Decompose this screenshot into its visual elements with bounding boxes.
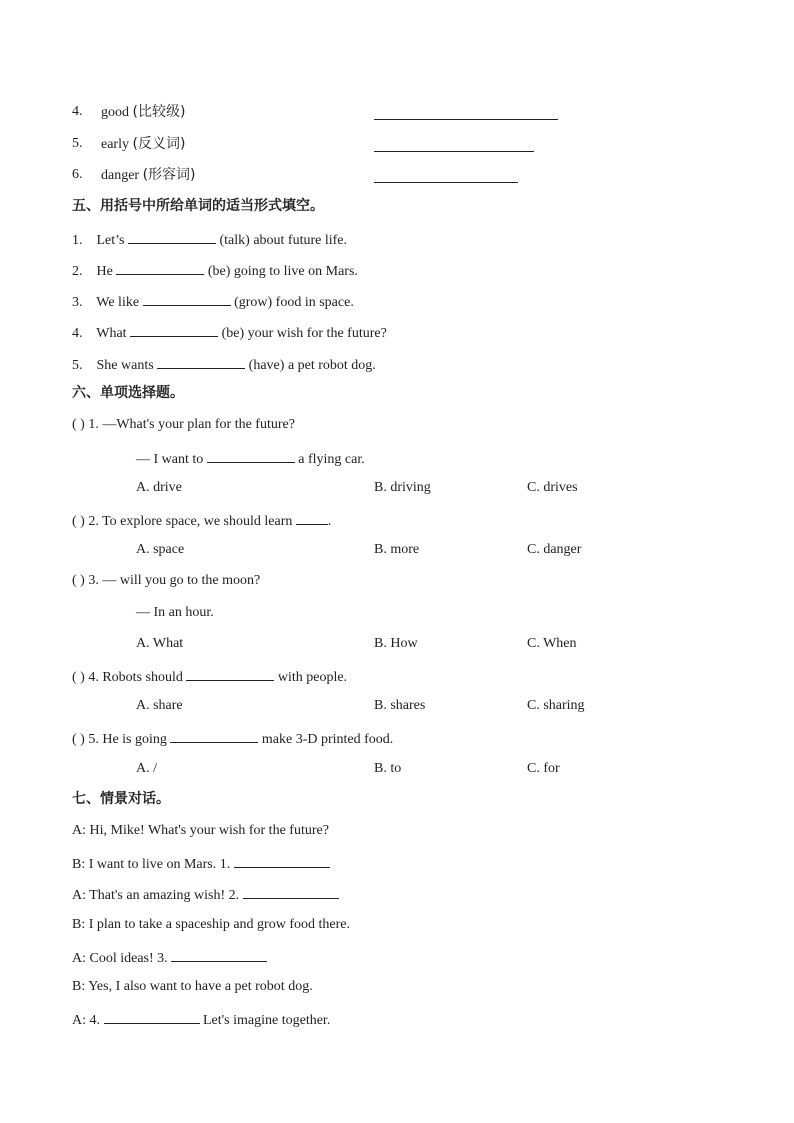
question-stem: 3. — will you go to the moon?	[88, 573, 261, 588]
item-hint: (have)	[248, 358, 285, 373]
item-pre: She wants	[96, 358, 154, 373]
answer-paren[interactable]: ( )	[72, 417, 85, 432]
section5-item-5	[72, 354, 376, 375]
item-pre: He	[96, 264, 113, 279]
answer-line[interactable]	[374, 119, 558, 120]
option-a[interactable]: A. /	[136, 761, 157, 776]
option-c[interactable]: C. sharing	[527, 698, 585, 713]
answer-paren[interactable]: ( )	[72, 670, 85, 685]
option-b[interactable]: B. to	[374, 761, 402, 776]
option-a[interactable]: A. drive	[136, 480, 182, 495]
answer-line[interactable]	[374, 151, 534, 152]
fill-blank[interactable]	[207, 448, 295, 463]
dialog-line-6	[72, 978, 313, 996]
dialog-text: A: Hi, Mike! What's your wish for the future?	[72, 823, 329, 838]
item-post: going to live on Mars.	[233, 264, 358, 279]
item-pre: Let’s	[96, 233, 125, 248]
question-5	[72, 728, 393, 749]
section5-item-2	[72, 260, 358, 281]
dialog-line-3	[72, 884, 339, 905]
dialog-blank-1[interactable]	[234, 853, 330, 868]
question-text: .	[327, 514, 332, 529]
item-post: your wish for the future?	[247, 326, 387, 341]
question-4	[72, 666, 347, 687]
dialog-text: Let's imagine together.	[203, 1013, 331, 1028]
option-a[interactable]: A. share	[136, 698, 183, 713]
option-b[interactable]: B. shares	[374, 698, 426, 713]
dialog-line-5	[72, 947, 267, 968]
question-stem: 1. —What's your plan for the future?	[88, 417, 295, 432]
fill-blank[interactable]	[116, 260, 204, 275]
option-c[interactable]: C. danger	[527, 542, 582, 557]
item-pre: What	[96, 326, 127, 341]
dialog-text: A: 4.	[72, 1013, 100, 1028]
fill-blank[interactable]	[128, 229, 216, 244]
answer-paren[interactable]: ( )	[72, 573, 85, 588]
option-c[interactable]: C. for	[527, 761, 560, 776]
item-number: 5.	[72, 136, 83, 151]
question-3	[72, 572, 260, 590]
item-pre: We like	[96, 295, 140, 310]
dialog-text: B: I want to live on Mars. 1.	[72, 857, 231, 872]
fill-blank[interactable]	[143, 291, 231, 306]
question-3-line2: — In an hour.	[136, 605, 214, 620]
fill-blank[interactable]	[296, 510, 328, 525]
option-c[interactable]: C. When	[527, 636, 577, 651]
dialog-line-1	[72, 822, 329, 840]
fill-blank[interactable]	[157, 354, 245, 369]
question-stem: 5. He is going	[88, 732, 167, 747]
option-a[interactable]: A. What	[136, 636, 184, 651]
item-note: (反义词)	[132, 136, 186, 152]
option-b[interactable]: B. more	[374, 542, 420, 557]
question-text: make 3-D printed food.	[261, 732, 394, 747]
section6-title: 六、单项选择题。	[72, 385, 184, 401]
section5-item-4	[72, 322, 387, 343]
question-text: — I want to	[136, 452, 204, 467]
item-word: good	[101, 105, 129, 120]
question-text: a flying car.	[298, 452, 365, 467]
dialog-line-2	[72, 853, 330, 874]
item-post: a pet robot dog.	[287, 358, 376, 373]
item-number: 4.	[72, 326, 83, 341]
item-note: (比较级)	[132, 104, 186, 120]
option-a[interactable]: A. space	[136, 542, 185, 557]
item-number: 3.	[72, 295, 83, 310]
dialog-text: A: Cool ideas! 3.	[72, 951, 168, 966]
dialog-blank-3[interactable]	[171, 947, 267, 962]
dialog-blank-2[interactable]	[243, 884, 339, 899]
answer-line[interactable]	[374, 182, 518, 183]
item-post: food in space.	[275, 295, 354, 310]
option-c[interactable]: C. drives	[527, 480, 578, 495]
item-number: 2.	[72, 264, 83, 279]
item-post: about future life.	[253, 233, 348, 248]
item-hint: (grow)	[234, 295, 273, 310]
item-number: 4.	[72, 104, 83, 119]
fill-blank[interactable]	[186, 666, 274, 681]
item-word: danger	[101, 168, 140, 183]
option-b[interactable]: B. How	[374, 636, 418, 651]
item-note: (形容词)	[142, 167, 196, 183]
dialog-blank-4[interactable]	[104, 1009, 200, 1024]
dialog-line-7	[72, 1009, 330, 1030]
item-word: early	[101, 137, 129, 152]
section5-item-1	[72, 229, 347, 250]
question-stem: 4. Robots should	[88, 670, 183, 685]
item-number: 5.	[72, 358, 83, 373]
question-stem: 2. To explore space, we should learn	[88, 514, 293, 529]
section7-title: 七、情景对话。	[72, 791, 170, 807]
item-number: 1.	[72, 233, 83, 248]
dialog-text: A: That's an amazing wish! 2.	[72, 888, 240, 903]
dialog-text: B: I plan to take a spaceship and grow food there.	[72, 917, 350, 932]
question-text: with people.	[277, 670, 348, 685]
answer-paren[interactable]: ( )	[72, 732, 85, 747]
item-number: 6.	[72, 167, 83, 182]
dialog-text: B: Yes, I also want to have a pet robot dog.	[72, 979, 313, 994]
section5-item-3	[72, 291, 354, 312]
question-2	[72, 510, 331, 531]
question-1	[72, 416, 295, 434]
section5-title: 五、用括号中所给单词的适当形式填空。	[72, 198, 324, 214]
dialog-line-4	[72, 916, 350, 934]
option-b[interactable]: B. driving	[374, 480, 431, 495]
item-hint: (talk)	[219, 233, 250, 248]
item-hint: (be)	[207, 264, 231, 279]
fill-blank[interactable]	[130, 322, 218, 337]
answer-paren[interactable]: ( )	[72, 514, 85, 529]
question-1-line2	[136, 448, 365, 469]
fill-blank[interactable]	[170, 728, 258, 743]
item-hint: (be)	[221, 326, 245, 341]
